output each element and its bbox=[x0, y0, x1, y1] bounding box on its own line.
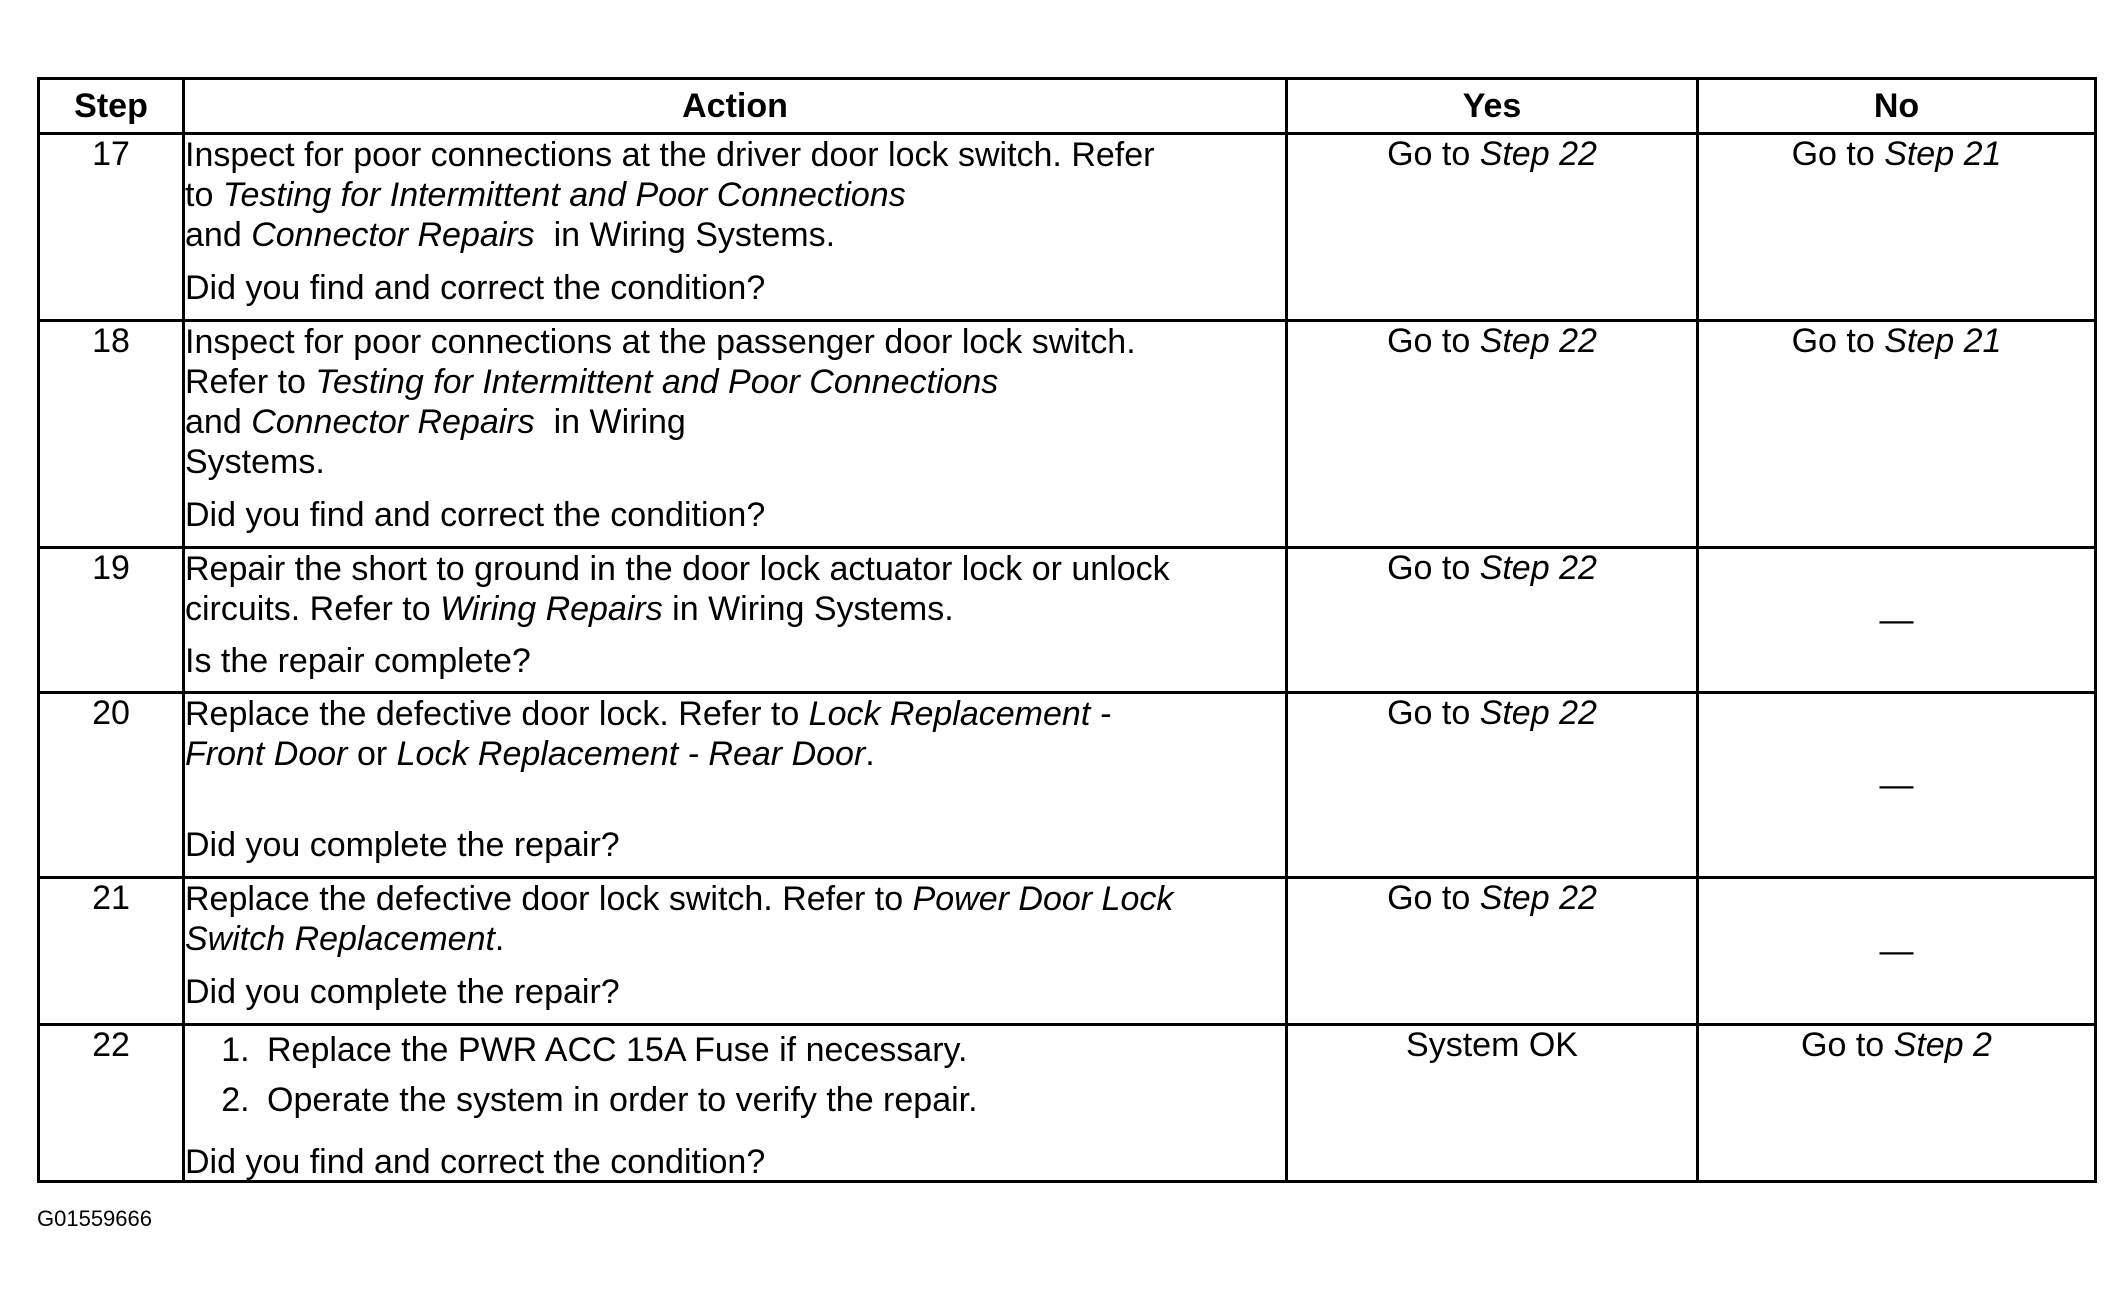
yes-result bbox=[1287, 134, 1698, 321]
diagnostic-table bbox=[37, 77, 2097, 1183]
action-question: Did you complete the repair? bbox=[185, 826, 620, 864]
reference-text: Connector Repairs bbox=[251, 403, 535, 441]
table-row bbox=[39, 878, 2096, 1025]
action-line bbox=[185, 402, 1285, 442]
plain-text: in Wiring bbox=[534, 403, 686, 441]
no-result bbox=[1698, 1025, 2096, 1182]
plain-text: — bbox=[1879, 931, 1914, 970]
action-line bbox=[185, 442, 1285, 482]
action-line bbox=[185, 589, 1285, 629]
action-line bbox=[185, 879, 1285, 919]
plain-text: and bbox=[185, 216, 252, 254]
plain-text: — bbox=[1879, 765, 1914, 804]
header-no: No bbox=[1698, 79, 2096, 134]
plain-text: Go to bbox=[1791, 322, 1885, 360]
plain-text: Go to bbox=[1387, 879, 1480, 917]
plain-text: and bbox=[185, 403, 252, 441]
table-row bbox=[39, 134, 2096, 321]
action-line bbox=[185, 215, 1285, 255]
action-cell bbox=[184, 321, 1287, 548]
no-result bbox=[1698, 548, 2096, 693]
step-number: 22 bbox=[39, 1025, 184, 1182]
reference-text: Wiring Repairs bbox=[440, 590, 663, 628]
plain-text: Go to bbox=[1387, 322, 1480, 360]
action-line bbox=[185, 175, 1285, 215]
plain-text: in Wiring Systems. bbox=[662, 590, 954, 628]
reference-text: Lock Replacement - bbox=[808, 695, 1112, 733]
plain-text: Replace the defective door lock switch. Refer to bbox=[185, 880, 913, 918]
table-header-row bbox=[39, 79, 2096, 134]
reference-text: Testing for Intermittent and Poor Connections bbox=[222, 176, 906, 214]
plain-text: Inspect for poor connections at the passenger door lock switch. bbox=[185, 323, 1136, 361]
action-cell bbox=[184, 878, 1287, 1025]
yes-result bbox=[1287, 878, 1698, 1025]
action-question: Is the repair complete? bbox=[185, 642, 531, 680]
step-number: 20 bbox=[39, 693, 184, 878]
reference-text: Step 2 bbox=[1893, 1026, 1992, 1064]
yes-result bbox=[1287, 321, 1698, 548]
reference-text: Lock Replacement - Rear Door bbox=[396, 735, 866, 773]
reference-text: Connector Repairs bbox=[251, 216, 535, 254]
action-line bbox=[185, 362, 1285, 402]
action-line bbox=[185, 549, 1285, 589]
action-question: Did you find and correct the condition? bbox=[185, 1143, 766, 1181]
no-result bbox=[1698, 134, 2096, 321]
plain-text: Go to bbox=[1387, 549, 1480, 587]
reference-text: Switch Replacement bbox=[185, 920, 495, 958]
action-line bbox=[185, 694, 1285, 734]
figure-id: G01559666 bbox=[37, 1206, 152, 1231]
plain-text: — bbox=[1879, 600, 1914, 639]
reference-text: Step 21 bbox=[1884, 135, 2002, 173]
header-step: Step bbox=[39, 79, 184, 134]
reference-text: Step 22 bbox=[1479, 322, 1597, 360]
action-cell bbox=[184, 1025, 1287, 1182]
no-result bbox=[1698, 878, 2096, 1025]
table-row bbox=[39, 693, 2096, 878]
action-step-item: 2. Operate the system in order to verify the repair. bbox=[259, 1080, 1285, 1120]
table-row bbox=[39, 548, 2096, 693]
plain-text: or bbox=[347, 735, 397, 773]
step-number: 19 bbox=[39, 548, 184, 693]
action-steps-list bbox=[185, 1030, 1285, 1120]
plain-text: Systems. bbox=[185, 443, 325, 481]
action-question: Did you complete the repair? bbox=[185, 973, 620, 1011]
plain-text: Refer to bbox=[185, 363, 316, 401]
action-step-item: 1. Replace the PWR ACC 15A Fuse if necessary. bbox=[259, 1030, 1285, 1070]
plain-text: Go to bbox=[1387, 694, 1480, 732]
plain-text: Go to bbox=[1387, 135, 1480, 173]
table-row bbox=[39, 321, 2096, 548]
plain-text: System OK bbox=[1406, 1026, 1578, 1064]
action-line bbox=[185, 734, 1285, 774]
reference-text: Step 21 bbox=[1884, 322, 2002, 360]
plain-text: Inspect for poor connections at the driver door lock switch. Refer bbox=[185, 136, 1155, 174]
step-number: 21 bbox=[39, 878, 184, 1025]
action-cell bbox=[184, 693, 1287, 878]
plain-text: Replace the defective door lock. Refer to bbox=[185, 695, 809, 733]
table-body bbox=[39, 134, 2096, 1182]
plain-text: Repair the short to ground in the door lock actuator lock or unlock bbox=[185, 550, 1170, 588]
plain-text: . bbox=[865, 735, 875, 773]
action-question: Did you find and correct the condition? bbox=[185, 269, 766, 307]
reference-text: Step 22 bbox=[1479, 135, 1597, 173]
action-line bbox=[185, 135, 1285, 175]
yes-result bbox=[1287, 548, 1698, 693]
plain-text: Go to bbox=[1801, 1026, 1894, 1064]
action-cell bbox=[184, 134, 1287, 321]
header-yes: Yes bbox=[1287, 79, 1698, 134]
reference-text: Power Door Lock bbox=[912, 880, 1174, 918]
reference-text: Step 22 bbox=[1479, 694, 1597, 732]
no-result bbox=[1698, 321, 2096, 548]
table-row bbox=[39, 1025, 2096, 1182]
action-question: Did you find and correct the condition? bbox=[185, 496, 766, 534]
header-action: Action bbox=[184, 79, 1287, 134]
plain-text: circuits. Refer to bbox=[185, 590, 441, 628]
step-number: 18 bbox=[39, 321, 184, 548]
action-line bbox=[185, 322, 1285, 362]
reference-text: Testing for Intermittent and Poor Connections bbox=[315, 363, 999, 401]
yes-result bbox=[1287, 1025, 1698, 1182]
action-line bbox=[185, 919, 1285, 959]
yes-result bbox=[1287, 693, 1698, 878]
plain-text: to bbox=[185, 176, 223, 214]
reference-text: Step 22 bbox=[1479, 549, 1597, 587]
reference-text: Front Door bbox=[185, 735, 348, 773]
plain-text: . bbox=[494, 920, 505, 958]
plain-text: Go to bbox=[1791, 135, 1885, 173]
no-result bbox=[1698, 693, 2096, 878]
reference-text: Step 22 bbox=[1479, 879, 1597, 917]
plain-text: in Wiring Systems. bbox=[534, 216, 836, 254]
action-cell bbox=[184, 548, 1287, 693]
step-number: 17 bbox=[39, 134, 184, 321]
